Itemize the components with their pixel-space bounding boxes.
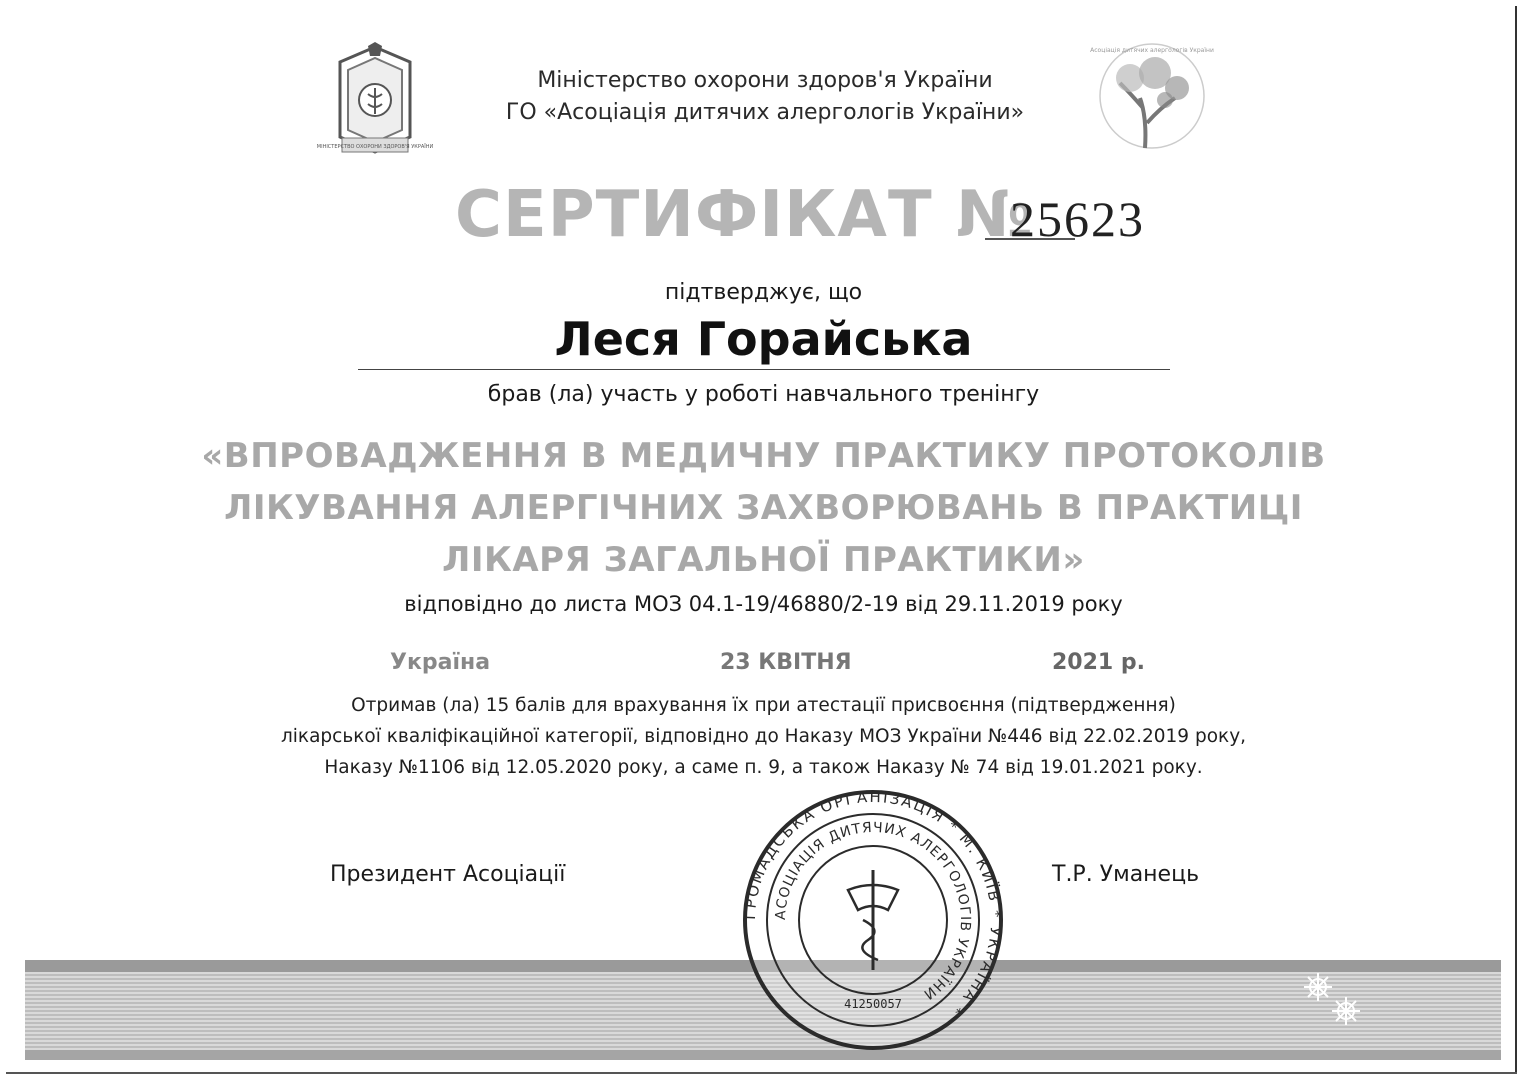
association-logo-caption: Асоціація дитячих алергологів України xyxy=(1090,47,1214,54)
ministry-emblem-icon xyxy=(316,42,434,161)
signatory-role: Президент Асоціації xyxy=(330,862,566,887)
training-title xyxy=(0,430,1527,586)
training-title-line: «ВПРОВАДЖЕННЯ В МЕДИЧНУ ПРАКТИКУ ПРОТОКОЛІВ xyxy=(201,436,1326,476)
recipient-name: Леся Горайська xyxy=(554,312,973,366)
points-line: лікарської кваліфікаційної категорії, відповідно до Наказу МОЗ України №446 від 22.02.2019 року, xyxy=(280,726,1247,747)
name-underline xyxy=(358,369,1170,370)
signatory-name: Т.Р. Уманець xyxy=(1052,862,1200,887)
stamp-code: 41250057 xyxy=(844,997,902,1011)
page-border-bottom xyxy=(6,1072,1517,1074)
points-line: Наказу №1106 від 12.05.2020 року, а саме п. 9, а також Наказу № 74 від 19.01.2021 року. xyxy=(324,757,1203,778)
header xyxy=(420,65,1110,129)
training-title-line: ЛІКУВАННЯ АЛЕРГІЧНИХ ЗАХВОРЮВАНЬ В ПРАКТИЦІ xyxy=(224,488,1303,528)
association-logo-icon xyxy=(1085,38,1220,162)
stamp-inner-text: АСОЦІАЦІЯ ДИТЯЧИХ АЛЕРГОЛОГІВ УКРАЇНИ xyxy=(772,819,974,1003)
ministry-letter-reference: відповідно до листа МОЗ 04.1-19/46880/2-19 від 29.11.2019 року xyxy=(404,592,1123,616)
ornament-icon xyxy=(1298,965,1368,1039)
date-day-month: 23 КВІТНЯ xyxy=(720,650,852,675)
date-year: 2021 р. xyxy=(1052,650,1145,675)
association-stamp xyxy=(728,790,1018,1054)
certificate-number-underline xyxy=(985,238,1075,240)
points-statement xyxy=(0,690,1527,783)
training-title-line: ЛІКАРЯ ЗАГАЛЬНОЇ ПРАКТИКИ» xyxy=(442,540,1085,580)
participation-text: брав (ла) участь у роботі навчального тренінгу xyxy=(487,382,1040,407)
ministry-emblem-caption: МІНІСТЕРСТВО ОХОРОНИ ЗДОРОВ'Я УКРАЇНИ xyxy=(316,144,434,150)
certificate-number: 25623 xyxy=(1010,191,1145,247)
association-name: ГО «Асоціація дитячих алергологів України» xyxy=(505,100,1025,125)
place: Україна xyxy=(390,650,491,675)
points-line: Отримав (ла) 15 балів для врахування їх при атестації присвоєння (підтвердження) xyxy=(351,695,1176,716)
certificate-title: СЕРТИФІКАТ № xyxy=(455,178,1034,252)
stamp-outer-text: ГРОМАДСЬКА ОРГАНІЗАЦІЯ * М. КИЇВ * УКРАЇНА * xyxy=(740,790,1006,1021)
confirms-text: підтверджує, що xyxy=(664,280,863,305)
ministry-name: Міністерство охорони здоров'я України xyxy=(537,68,993,93)
